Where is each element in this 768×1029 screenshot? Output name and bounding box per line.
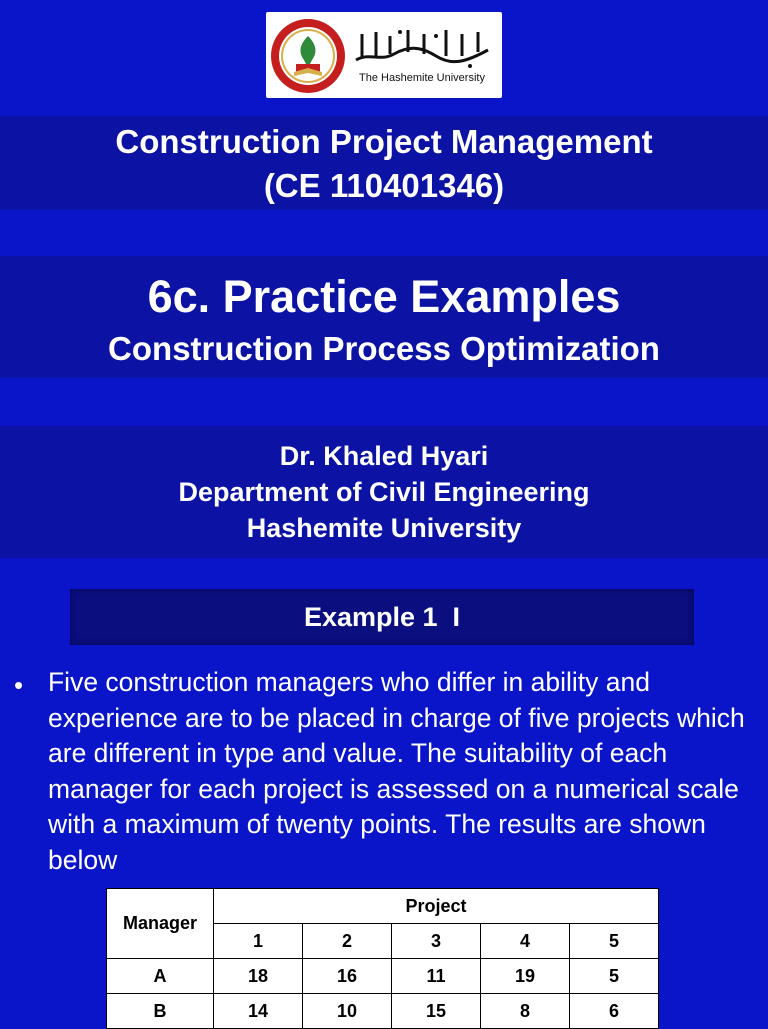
example-description: Five construction managers who differ in ability and experience are to be placed in charge of five projects which are different in type and value. The suitability of each manager for each project is assessed on a numerical scale with a maximum of twenty points. The results are shown below	[48, 667, 745, 875]
example-heading	[70, 589, 694, 645]
project-number: 3	[392, 924, 481, 959]
university-logo	[266, 12, 502, 98]
example-heading-text: Example 1 I	[303, 601, 461, 632]
lecture-title: 6c. Practice Examples	[147, 271, 621, 322]
course-code: (CE 110401346)	[263, 167, 505, 204]
project-number: 2	[303, 924, 392, 959]
score-cell: 8	[481, 994, 570, 1029]
table-header-row	[107, 889, 659, 924]
score-cell: 16	[303, 959, 392, 994]
bullet-marker: •	[14, 670, 24, 700]
score-cell: 10	[303, 994, 392, 1029]
manager-cell: B	[107, 994, 214, 1029]
author-university: Hashemite University	[246, 513, 522, 543]
course-title: Construction Project Management	[115, 123, 653, 160]
project-header: Project	[214, 889, 659, 924]
author-name: Dr. Khaled Hyari	[279, 441, 489, 471]
score-cell: 19	[481, 959, 570, 994]
logo-arabic-name	[350, 22, 494, 72]
score-cell: 14	[214, 994, 303, 1029]
table-row	[107, 959, 659, 994]
table-row	[107, 994, 659, 1029]
author-department: Department of Civil Engineering	[178, 477, 590, 507]
logo-english-name: The Hashemite University	[359, 72, 485, 84]
suitability-table	[106, 888, 659, 1029]
score-cell: 5	[570, 959, 659, 994]
manager-cell: A	[107, 959, 214, 994]
score-cell: 18	[214, 959, 303, 994]
manager-header: Manager	[107, 889, 214, 959]
score-cell: 15	[392, 994, 481, 1029]
score-cell: 11	[392, 959, 481, 994]
arabic-calligraphy-icon	[350, 22, 494, 72]
project-number: 4	[481, 924, 570, 959]
score-cell: 6	[570, 994, 659, 1029]
project-number: 5	[570, 924, 659, 959]
lecture-subtitle: Construction Process Optimization	[108, 330, 660, 367]
university-seal-icon	[270, 18, 346, 94]
project-number: 1	[214, 924, 303, 959]
